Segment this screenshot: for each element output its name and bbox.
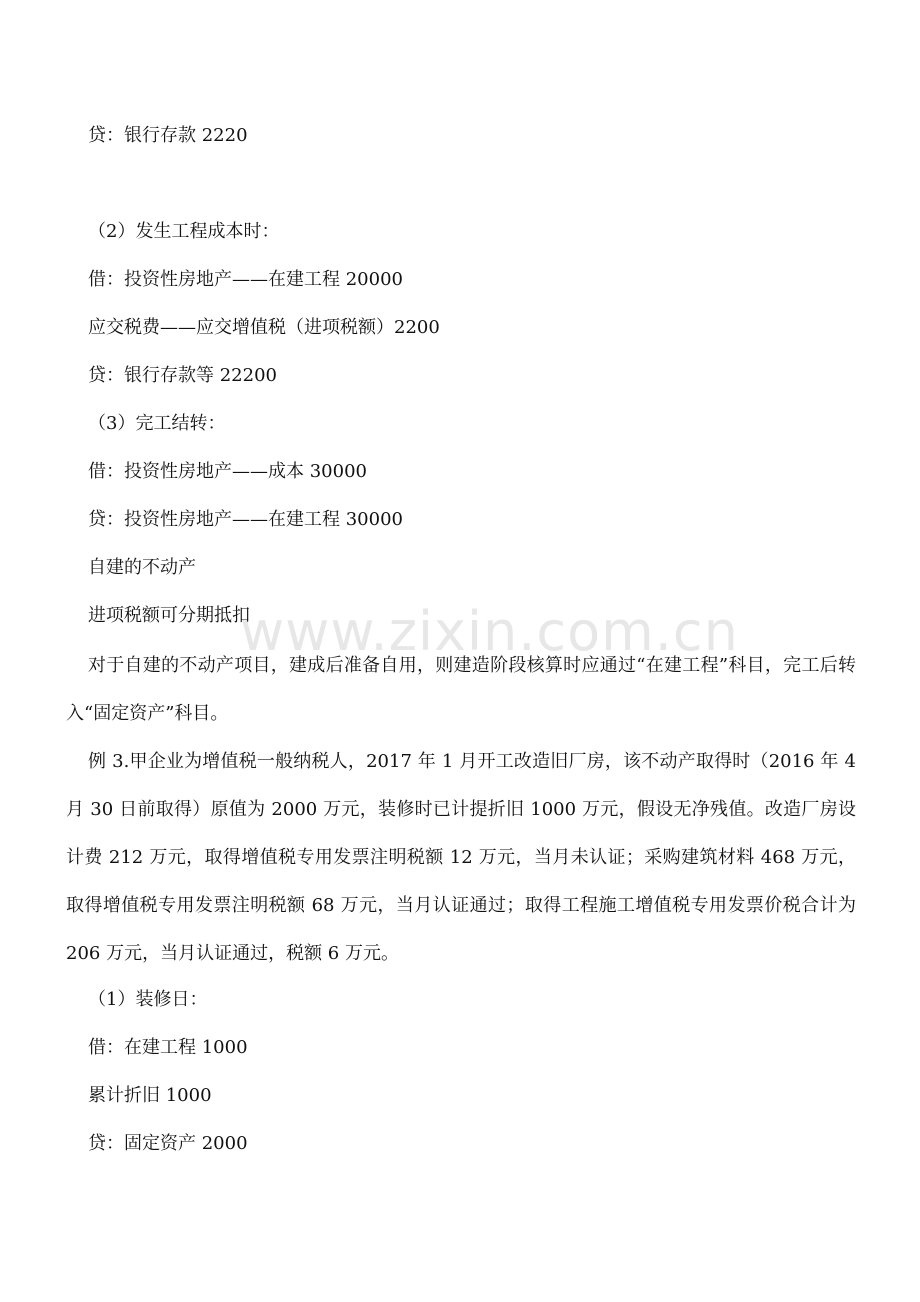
step-3-heading: （3）完工结转： xyxy=(88,413,226,434)
entry-tax-payable: 应交税费——应交增值税（进项税额）2200 xyxy=(88,317,440,338)
step-2-heading: （2）发生工程成本时： xyxy=(88,221,280,242)
entry-credit-fixed-assets: 贷：固定资产 2000 xyxy=(88,1133,248,1154)
section-heading-deduction: 进项税额可分期抵扣 xyxy=(88,605,250,626)
entry-credit-bank-deposit: 贷：银行存款 2220 xyxy=(88,125,248,146)
paragraph-self-built-explanation: 对于自建的不动产项目，建成后准备自用，则建造阶段核算时应通过“在建工程”科目，完工后转入“固定资产”科目。 xyxy=(66,655,856,724)
watermark: www.zixin.com.cn xyxy=(240,600,739,663)
entry-credit-bank-deposit-etc: 贷：银行存款等 22200 xyxy=(88,365,277,386)
entry-debit-construction: 借：投资性房地产——在建工程 20000 xyxy=(88,269,403,290)
entry-accumulated-depreciation: 累计折旧 1000 xyxy=(88,1085,212,1106)
step-1-heading: （1）装修日： xyxy=(88,989,208,1010)
entry-debit-cost: 借：投资性房地产——成本 30000 xyxy=(88,461,367,482)
section-heading-self-built: 自建的不动产 xyxy=(88,557,196,578)
entry-credit-construction: 贷：投资性房地产——在建工程 30000 xyxy=(88,509,403,530)
paragraph-example-3: 例 3.甲企业为增值税一般纳税人，2017 年 1 月开工改造旧厂房，该不动产取得时（2016 年 4 月 30 日前取得）原值为 2000 万元，装修时已计提折旧 1000 万元，假设无净残值。改造厂房设计费 212 万元，取得增值税专用发票注明税额 12 万元，当月未认证；采购建筑材料 468 万元，取得增值税专用发票注明税额 68 万元，当月认证通过；取得工程施工增值税专用发票价税合计为 206 万元，当月认证通过，税额 6 万元。 xyxy=(66,751,856,964)
entry-debit-construction-1000: 借：在建工程 1000 xyxy=(88,1037,248,1058)
